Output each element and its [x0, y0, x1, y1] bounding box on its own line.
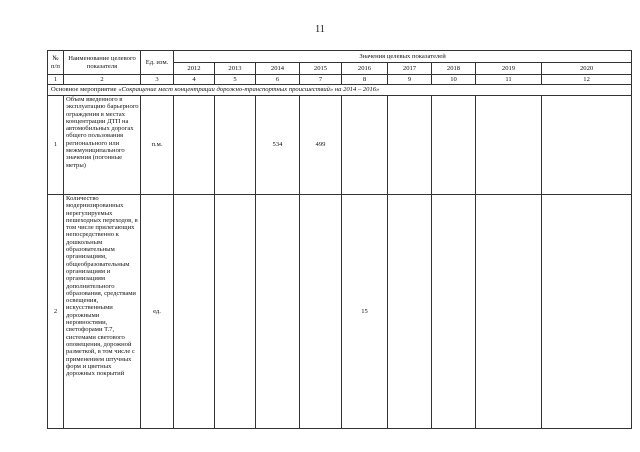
section-row [48, 85, 632, 96]
column-number: 7 [300, 75, 342, 85]
header-year: 2019 [476, 63, 542, 75]
row-value [300, 195, 342, 429]
column-number: 8 [342, 75, 388, 85]
header-year: 2020 [542, 63, 632, 75]
column-number: 3 [141, 75, 174, 85]
header-row-top [48, 51, 632, 63]
table-row [48, 96, 632, 195]
header-values: Значения целевых показателей [174, 51, 632, 63]
column-number: 5 [215, 75, 256, 85]
column-number: 1 [48, 75, 64, 85]
row-value [542, 96, 632, 195]
row-value [388, 96, 432, 195]
row-value [388, 195, 432, 429]
row-value [215, 195, 256, 429]
page-number: 11 [315, 24, 325, 35]
row-value [174, 195, 215, 429]
section-title [48, 85, 632, 96]
header-year: 2012 [174, 63, 215, 75]
row-value [476, 96, 542, 195]
row-value [215, 96, 256, 195]
row-unit: п.м. [141, 96, 174, 195]
row-unit: ед. [141, 195, 174, 429]
header-year: 2016 [342, 63, 388, 75]
column-number: 6 [256, 75, 300, 85]
column-number: 9 [388, 75, 432, 85]
header-year: 2017 [388, 63, 432, 75]
section-name: «Сокращение мест концентрации дорожно-транспортных происшествий» на 2014 – 2016» [118, 86, 380, 94]
table-row [48, 195, 632, 429]
row-value [432, 195, 476, 429]
row-value: 499 [300, 96, 342, 195]
row-value [256, 195, 300, 429]
header-year: 2018 [432, 63, 476, 75]
row-num: 1 [48, 96, 64, 195]
target-indicators-table [47, 50, 632, 429]
column-number: 12 [542, 75, 632, 85]
row-value [432, 96, 476, 195]
column-number: 4 [174, 75, 215, 85]
column-number: 11 [476, 75, 542, 85]
header-year: 2014 [256, 63, 300, 75]
section-prefix: Основное мероприятие [51, 86, 119, 94]
row-value: 15 [342, 195, 388, 429]
header-year: 2013 [215, 63, 256, 75]
row-indicator-name: Количество модернизированных нерегулируемых пешеходных переходов, в том числе прилегающих непосредственно к дошкольным образовательным организациям, общеобразовательным организациям и организациям дополнительного образования, средствами освещения, искусственными дорожными неровностями, светофорами Т.7, системами светового оповещения, дорожной разметкой, в том числе с применением штучных форм и цветных дорожных покрытий [64, 195, 141, 429]
column-numbers-row [48, 75, 632, 85]
header-name: Наименование целевого показателя [64, 51, 141, 75]
header-num: № п/п [48, 51, 64, 75]
row-value: 534 [256, 96, 300, 195]
row-value [342, 96, 388, 195]
row-value [476, 195, 542, 429]
header-unit: Ед. изм. [141, 51, 174, 75]
row-indicator-name: Объем введенного в эксплуатацию барьерного ограждения в местах концентрации ДТП на автомобильных дорогах общего пользования регионального или межмуниципального значения (погонные метры) [64, 96, 141, 195]
column-number: 10 [432, 75, 476, 85]
column-number: 2 [64, 75, 141, 85]
row-value [542, 195, 632, 429]
header-year: 2015 [300, 63, 342, 75]
row-num: 2 [48, 195, 64, 429]
row-value [174, 96, 215, 195]
